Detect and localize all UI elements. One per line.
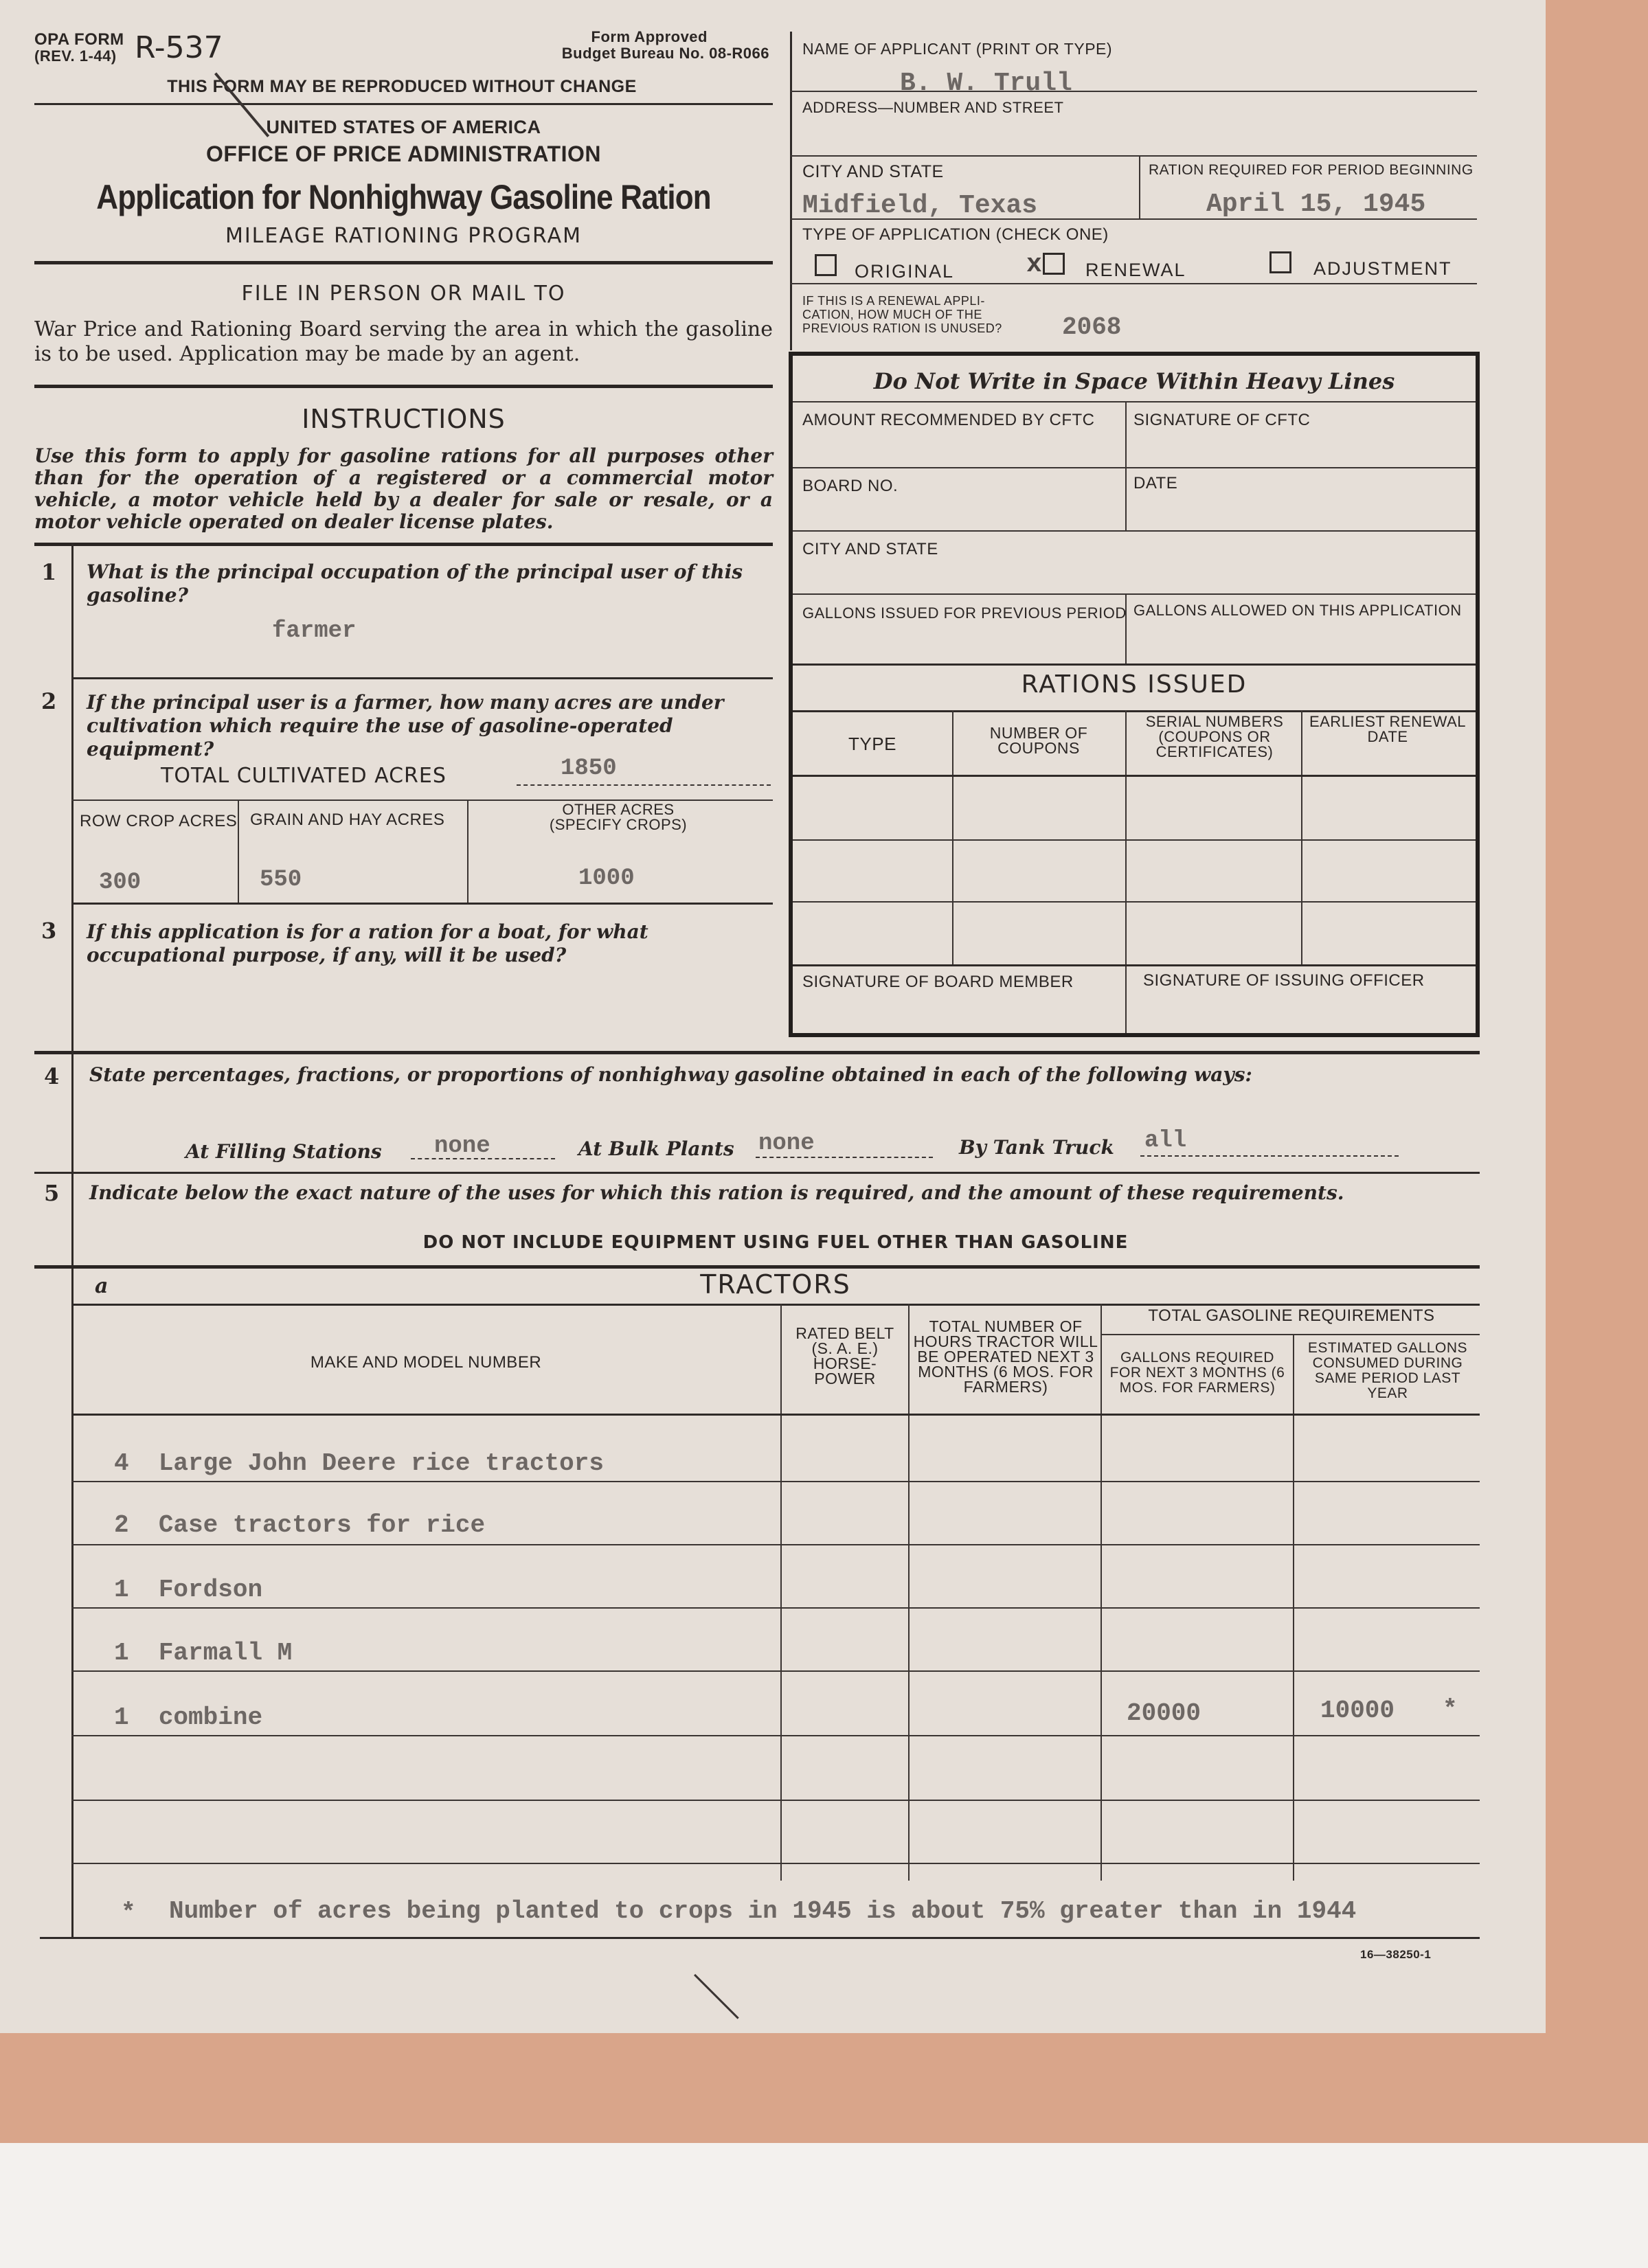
rule: [793, 664, 1476, 666]
q1-number: 1: [41, 559, 57, 585]
q4-text: State percentages, fractions, or proportions of nonhighway gasoline obtained in each of the following ways:: [89, 1063, 1252, 1086]
cell-rule: [238, 800, 239, 903]
rule: [790, 155, 1477, 157]
col-rule: [1100, 1304, 1102, 1881]
q2-total-line: [517, 784, 771, 786]
row-qty: 1: [114, 1576, 129, 1604]
q1-answer[interactable]: farmer: [272, 618, 357, 644]
tractors-letter: a: [95, 1274, 109, 1298]
rule: [34, 1172, 1480, 1174]
rule: [793, 901, 1476, 903]
board-label: BOARD NO.: [802, 477, 899, 495]
file-text: War Price and Rationing Board serving the area in which the gasoline is to be used. Application may be made by an agent.: [34, 317, 773, 366]
rule: [71, 1670, 1480, 1672]
rule: [34, 543, 773, 546]
q2-total-label: TOTAL CULTIVATED ACRES: [161, 764, 447, 788]
cell-rule: [1125, 401, 1127, 530]
col-hp: RATED BELT (S. A. E.) HORSE-POWER: [795, 1324, 894, 1387]
country: UNITED STATES OF AMERICA: [266, 117, 541, 137]
q1-question: What is the principal occupation of the principal user of this gasoline?: [87, 560, 743, 606]
rule: [793, 593, 1476, 595]
rule: [790, 218, 1477, 220]
q4-truck-line: [1140, 1155, 1399, 1157]
form-rev: (REV. 1-44): [34, 47, 117, 65]
renewal-check-mark: x: [1026, 250, 1042, 280]
q2-row-value[interactable]: 300: [99, 870, 142, 896]
q2-other-value[interactable]: 1000: [578, 865, 635, 892]
rule: [71, 1800, 1480, 1801]
q4-bulk-label: At Bulk Plants: [578, 1137, 734, 1160]
period-label: RATION REQUIRED FOR PERIOD BEGINNING: [1149, 162, 1474, 178]
rule: [34, 1051, 1480, 1054]
applicant-city[interactable]: Midfield, Texas: [802, 191, 1038, 220]
period-value[interactable]: April 15, 1945: [1206, 190, 1426, 219]
q4-bulk-line: [756, 1157, 933, 1158]
rule: [793, 467, 1476, 468]
rule: [790, 91, 1477, 92]
table-row: [114, 1449, 604, 1477]
amount-label: AMOUNT RECOMMENDED BY CFTC: [802, 411, 1095, 429]
form-title: Application for Nonhighway Gasoline Ration: [96, 178, 711, 216]
gallons-prev-label: GALLONS ISSUED FOR PREVIOUS PERIOD: [802, 604, 1127, 622]
table-row: [114, 1576, 262, 1604]
tractors-heading: TRACTORS: [700, 1269, 851, 1300]
cell-rule: [1125, 710, 1127, 1033]
adjustment-label: ADJUSTMENT: [1313, 258, 1452, 279]
instructions-heading: INSTRUCTIONS: [302, 404, 506, 434]
rule: [71, 677, 773, 679]
cell-rule: [1301, 710, 1302, 966]
form-approved: [522, 29, 769, 62]
rule: [71, 1481, 1480, 1482]
q2-text: If the principal user is a farmer, how many acres are under cultivation which require the use of gasoline-operated equipment?: [87, 691, 724, 760]
q5-text: Indicate below the exact nature of the uses for which this ration is required, and the amount of these requirements.: [89, 1181, 1344, 1204]
rule: [793, 710, 1476, 712]
rule: [40, 1937, 1480, 1939]
rule: [793, 964, 1476, 966]
instructions-text: Use this form to apply for gasoline rations for all purposes other than for the operation of a registered or a commercial motor vehicle, a motor vehicle held by a dealer for sale or resale, or a motor vehicle operated on dealer license plates.: [34, 444, 773, 533]
file-heading: FILE IN PERSON OR MAIL TO: [241, 282, 566, 306]
adjustment-checkbox[interactable]: [1269, 251, 1291, 273]
rule: [71, 1863, 1480, 1864]
address-label: ADDRESS—NUMBER AND STREET: [802, 99, 1064, 116]
rule: [793, 401, 1476, 402]
rule: [793, 775, 1476, 777]
sig-officer-label: SIGNATURE OF ISSUING OFFICER: [1143, 971, 1425, 990]
renewal-label: RENEWAL: [1085, 260, 1186, 280]
footnote: Number of acres being planted to crops in 1945 is about 75% greater than in 1944: [169, 1897, 1357, 1925]
renewal-question-line: IF THIS IS A RENEWAL APPLI-: [802, 294, 985, 308]
combine-gal-last[interactable]: 10000: [1320, 1697, 1395, 1725]
col-total: TOTAL GASOLINE REQUIREMENTS: [1148, 1306, 1435, 1325]
date-label: DATE: [1133, 474, 1178, 492]
q5-number: 5: [44, 1180, 60, 1206]
rule: [34, 385, 773, 388]
q2-col-other: OTHER ACRES (SPECIFY CROPS): [549, 801, 688, 833]
applicant-name-label: NAME OF APPLICANT (PRINT OR TYPE): [802, 40, 1113, 58]
q4-filling-label: At Filling Stations: [185, 1140, 382, 1163]
footnote-mark: *: [121, 1898, 136, 1927]
table-row: [114, 1511, 485, 1539]
rule: [71, 903, 773, 905]
rule: [34, 261, 773, 264]
original-label: ORIGINAL: [855, 261, 955, 282]
sig-board-label: SIGNATURE OF BOARD MEMBER: [802, 973, 1074, 991]
budget-number: Budget Bureau No. 08-R066: [561, 45, 769, 62]
renewal-question-line: PREVIOUS RATION IS UNUSED?: [802, 321, 1002, 335]
col-serial: SERIAL NUMBERS (COUPONS OR CERTIFICATES): [1145, 713, 1284, 760]
q2-col-row: ROW CROP ACRES: [80, 812, 238, 830]
rule: [71, 1544, 1480, 1545]
col-coupons: NUMBER OF COUPONS: [989, 724, 1088, 757]
renewal-question: [802, 294, 1002, 335]
rule: [793, 839, 1476, 841]
print-code: 16—38250-1: [1360, 1948, 1432, 1961]
q4-bulk-value[interactable]: none: [758, 1131, 815, 1157]
row-qty: 2: [114, 1511, 129, 1539]
q3-number: 3: [41, 918, 57, 944]
cell-rule: [1139, 155, 1140, 218]
rule: [34, 103, 773, 105]
rule: [793, 530, 1476, 532]
q4-truck-value[interactable]: all: [1144, 1128, 1187, 1154]
margin-rule: [71, 1051, 74, 1937]
col-make: MAKE AND MODEL NUMBER: [310, 1353, 542, 1372]
box-rule: [790, 32, 792, 350]
col-type: TYPE: [848, 734, 896, 754]
row-name[interactable]: Farmall M: [158, 1639, 293, 1667]
col-gal-last: ESTIMATED GALLONS CONSUMED DURING SAME PERIOD LAST YEAR: [1307, 1340, 1468, 1401]
type-label: TYPE OF APPLICATION (CHECK ONE): [802, 225, 1109, 244]
q5-note: DO NOT INCLUDE EQUIPMENT USING FUEL OTHER THAN GASOLINE: [422, 1232, 1129, 1253]
q4-number: 4: [44, 1063, 60, 1089]
cell-rule: [467, 800, 469, 903]
form-code: R-537: [135, 30, 223, 65]
rule: [34, 1265, 1480, 1269]
combine-asterisk: *: [1443, 1695, 1458, 1723]
program: MILEAGE RATIONING PROGRAM: [225, 224, 583, 248]
row-name[interactable]: combine: [158, 1703, 263, 1732]
col-hours: TOTAL NUMBER OF HOURS TRACTOR WILL BE OPERATED NEXT 3 MONTHS (6 MOS. FOR FARMERS): [913, 1317, 1098, 1396]
form-number: [34, 32, 124, 65]
reproduce-note: THIS FORM MAY BE REPRODUCED WITHOUT CHANGE: [167, 77, 637, 96]
city-label: CITY AND STATE: [802, 162, 944, 181]
q4-truck-label: By Tank Truck: [959, 1136, 1114, 1159]
form-no-label: OPA FORM: [34, 30, 124, 49]
office-city-label: CITY AND STATE: [802, 540, 938, 558]
row-name[interactable]: Case tractors for rice: [158, 1511, 486, 1539]
rations-heading: RATIONS ISSUED: [1021, 670, 1248, 699]
original-checkbox[interactable]: [815, 254, 837, 276]
rule: [71, 1735, 1480, 1736]
gallons-allowed-label: GALLONS ALLOWED ON THIS APPLICATION: [1133, 602, 1462, 619]
approved-text: Form Approved: [591, 28, 708, 45]
cell-rule: [952, 710, 953, 966]
combine-gal-next[interactable]: 20000: [1127, 1699, 1201, 1727]
col-gal-next: GALLONS REQUIRED FOR NEXT 3 MONTHS (6 MOS. FOR FARMERS): [1109, 1350, 1285, 1396]
renewal-checkbox[interactable]: [1043, 253, 1065, 275]
rule: [790, 283, 1477, 284]
rule: [1100, 1334, 1480, 1335]
row-name[interactable]: Fordson: [158, 1576, 263, 1604]
q1-text: [87, 560, 774, 607]
rule: [71, 1414, 1480, 1416]
row-qty: 1: [114, 1639, 129, 1667]
rule: [71, 1607, 1480, 1609]
rule: [71, 1304, 1480, 1306]
q2-grain-value[interactable]: 550: [260, 867, 302, 893]
renewal-question-line: CATION, HOW MUCH OF THE: [802, 308, 982, 321]
q2-col-grain: GRAIN AND HAY ACRES: [250, 810, 445, 829]
office-heading: Do Not Write in Space Within Heavy Lines: [873, 368, 1395, 394]
table-row: [114, 1639, 292, 1667]
applicant-name[interactable]: B. W. Trull: [900, 69, 1072, 98]
col-rule: [780, 1304, 782, 1881]
pen-stroke: [694, 1974, 739, 2019]
q4-filling-value[interactable]: none: [434, 1133, 490, 1159]
table-row: [114, 1703, 262, 1732]
renewal-unused-value[interactable]: 2068: [1062, 313, 1122, 341]
q2-number: 2: [41, 688, 57, 714]
q2-total-value[interactable]: 1850: [561, 756, 617, 782]
row-name[interactable]: Large John Deere rice tractors: [158, 1449, 604, 1477]
office: OFFICE OF PRICE ADMINISTRATION: [206, 141, 601, 166]
row-qty: 4: [114, 1449, 129, 1477]
col-renewal: EARLIEST RENEWAL DATE: [1309, 713, 1467, 745]
col-rule: [908, 1304, 910, 1881]
row-qty: 1: [114, 1703, 129, 1732]
sig-cftc-label: SIGNATURE OF CFTC: [1133, 411, 1311, 429]
q3-text: If this application is for a ration for a boat, for what occupational purpose, if any, will it be used?: [87, 920, 648, 966]
margin-rule: [71, 543, 74, 1061]
